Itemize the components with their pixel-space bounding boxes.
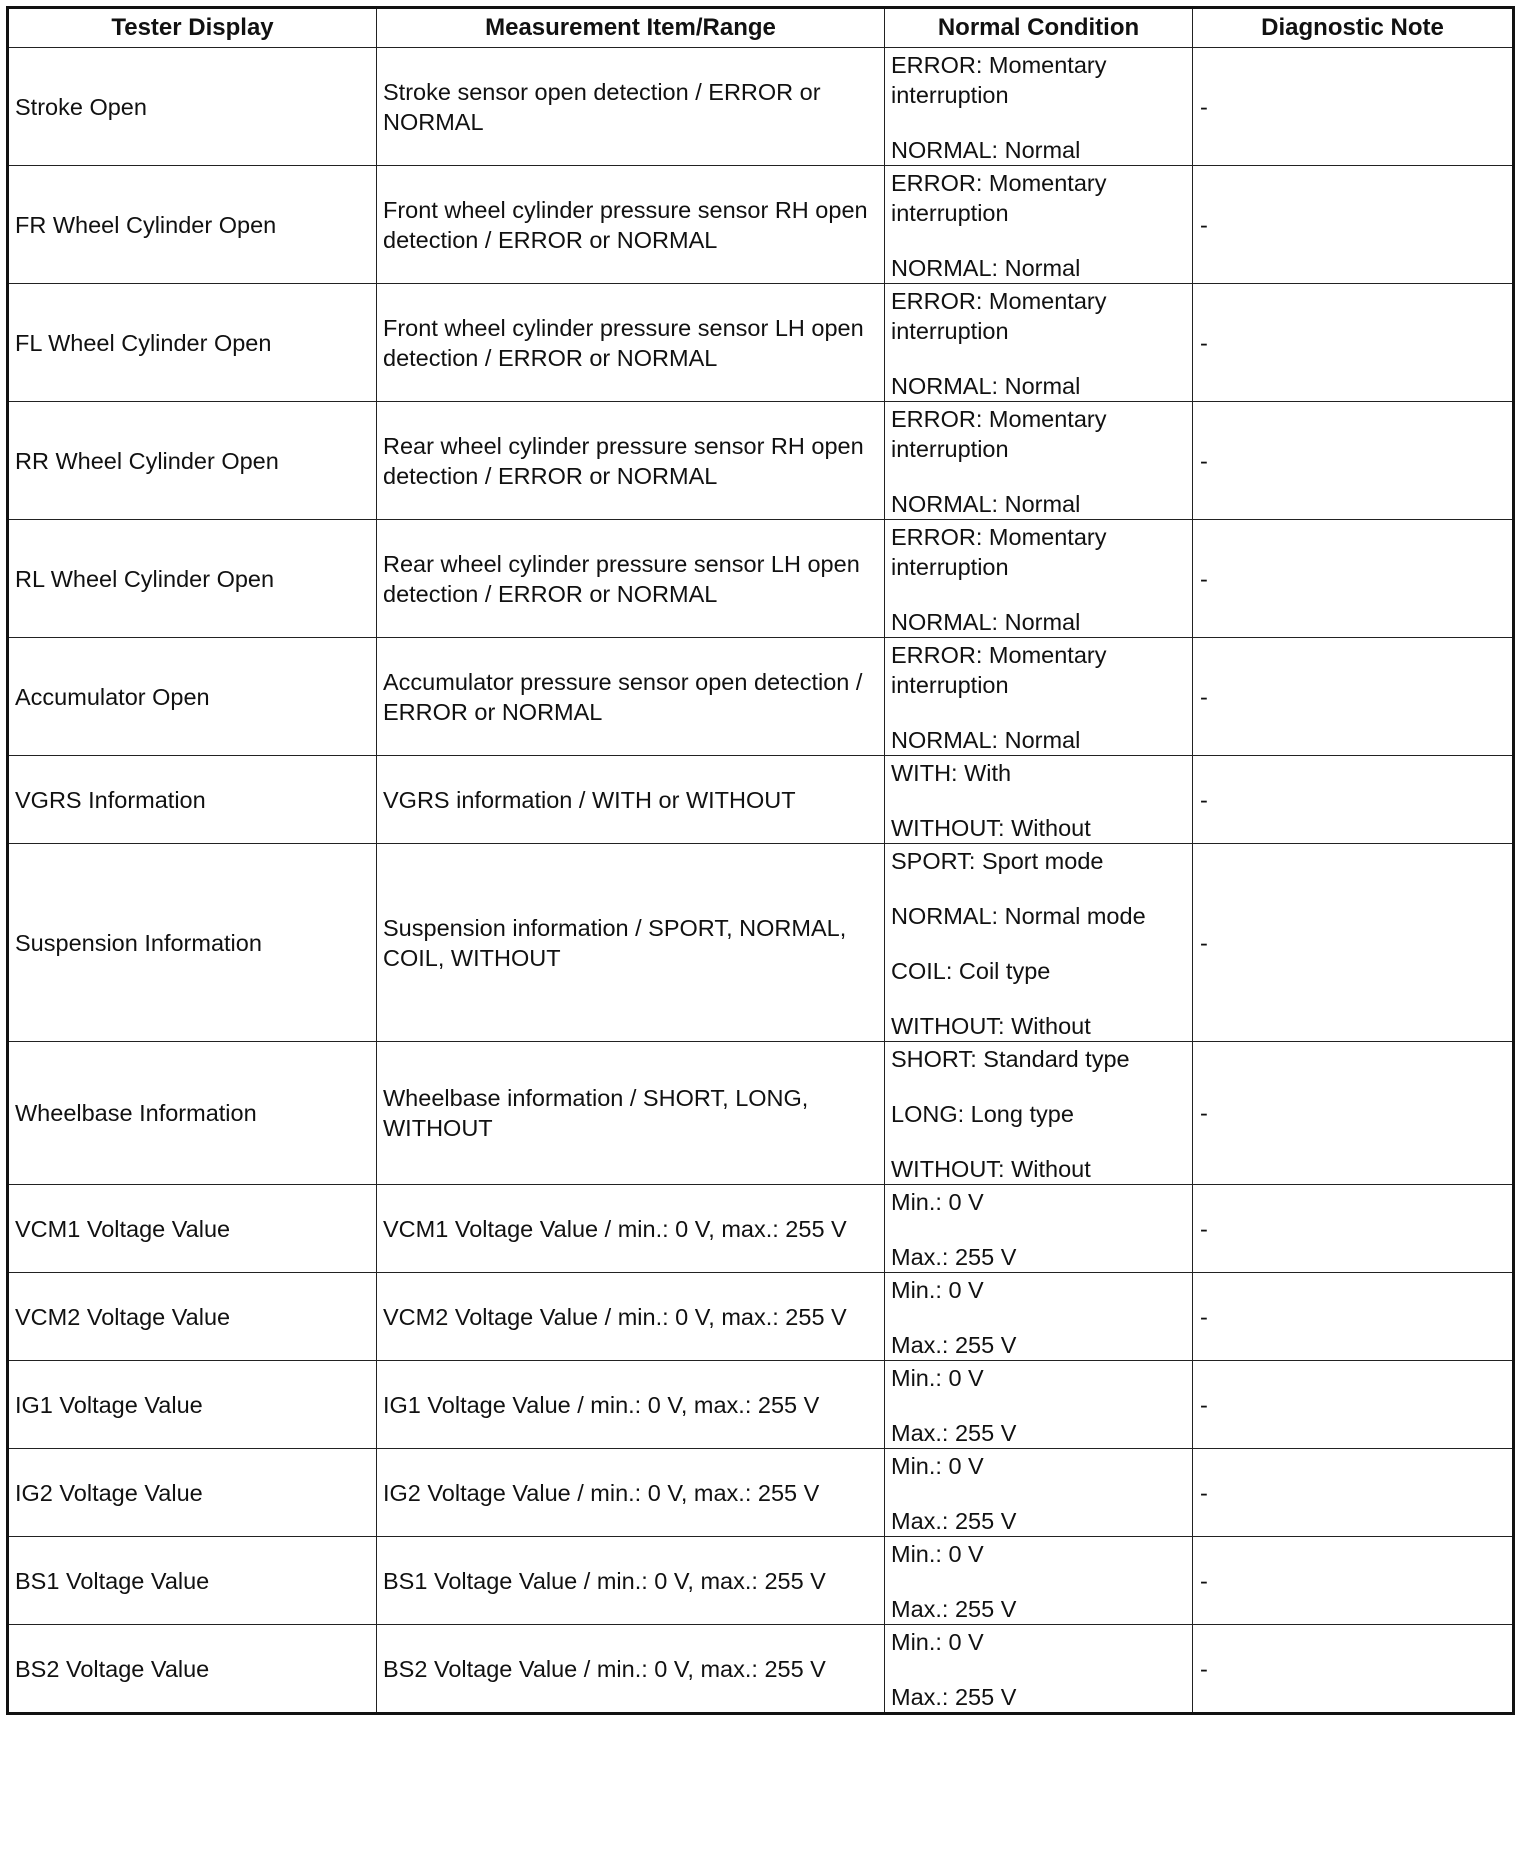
measurement-item-cell: Suspension information / SPORT, NORMAL, COIL, WITHOUT bbox=[377, 844, 885, 1042]
condition-line: ERROR: Momentary interruption bbox=[891, 642, 1107, 698]
condition-line: ERROR: Momentary interruption bbox=[891, 406, 1107, 462]
condition-line: Min.: 0 V bbox=[891, 1189, 984, 1215]
tester-display-cell: VCM2 Voltage Value bbox=[8, 1273, 377, 1361]
condition-line: Min.: 0 V bbox=[891, 1541, 984, 1567]
header-tester-display: Tester Display bbox=[8, 8, 377, 48]
tester-display-cell: VCM1 Voltage Value bbox=[8, 1185, 377, 1273]
condition-line: NORMAL: Normal bbox=[891, 609, 1081, 635]
measurement-item-cell: BS1 Voltage Value / min.: 0 V, max.: 255 V bbox=[377, 1537, 885, 1625]
tester-display-cell: VGRS Information bbox=[8, 756, 377, 844]
measurement-item-cell: Stroke sensor open detection / ERROR or NORMAL bbox=[377, 48, 885, 166]
measurement-item-cell: Front wheel cylinder pressure sensor RH open detection / ERROR or NORMAL bbox=[377, 166, 885, 284]
condition-line: Max.: 255 V bbox=[891, 1420, 1017, 1446]
diagnostic-note-cell: - bbox=[1193, 638, 1514, 756]
condition-line: Max.: 255 V bbox=[891, 1244, 1017, 1270]
table-row bbox=[8, 284, 1514, 402]
tester-display-cell: BS2 Voltage Value bbox=[8, 1625, 377, 1714]
table-row bbox=[8, 166, 1514, 284]
normal-condition-cell bbox=[885, 402, 1193, 520]
table-row bbox=[8, 520, 1514, 638]
tester-data-table bbox=[6, 6, 1515, 1715]
condition-line: COIL: Coil type bbox=[891, 958, 1051, 984]
condition-line: WITHOUT: Without bbox=[891, 815, 1091, 841]
condition-line: ERROR: Momentary interruption bbox=[891, 170, 1107, 226]
tester-display-cell: Suspension Information bbox=[8, 844, 377, 1042]
tester-display-cell: Wheelbase Information bbox=[8, 1042, 377, 1185]
normal-condition-cell bbox=[885, 1361, 1193, 1449]
tester-display-cell: RR Wheel Cylinder Open bbox=[8, 402, 377, 520]
diagnostic-note-cell: - bbox=[1193, 48, 1514, 166]
condition-line: NORMAL: Normal bbox=[891, 255, 1081, 281]
diagnostic-note-cell: - bbox=[1193, 1042, 1514, 1185]
diagnostic-note-cell: - bbox=[1193, 1537, 1514, 1625]
table-row bbox=[8, 844, 1514, 1042]
header-measurement-item: Measurement Item/Range bbox=[377, 8, 885, 48]
table-row bbox=[8, 638, 1514, 756]
data-list-sheet bbox=[6, 6, 1512, 1715]
diagnostic-note-cell: - bbox=[1193, 520, 1514, 638]
condition-line: SHORT: Standard type bbox=[891, 1046, 1130, 1072]
normal-condition-cell bbox=[885, 1537, 1193, 1625]
diagnostic-note-cell: - bbox=[1193, 1449, 1514, 1537]
tester-display-cell: FR Wheel Cylinder Open bbox=[8, 166, 377, 284]
condition-line: LONG: Long type bbox=[891, 1101, 1074, 1127]
normal-condition-cell bbox=[885, 1449, 1193, 1537]
condition-line: NORMAL: Normal mode bbox=[891, 903, 1146, 929]
table-row bbox=[8, 1273, 1514, 1361]
condition-line: NORMAL: Normal bbox=[891, 491, 1081, 517]
normal-condition-cell bbox=[885, 1273, 1193, 1361]
tester-display-cell: FL Wheel Cylinder Open bbox=[8, 284, 377, 402]
condition-line: ERROR: Momentary interruption bbox=[891, 288, 1107, 344]
table-header-row bbox=[8, 8, 1514, 48]
table-row bbox=[8, 1185, 1514, 1273]
measurement-item-cell: Rear wheel cylinder pressure sensor RH open detection / ERROR or NORMAL bbox=[377, 402, 885, 520]
tester-display-cell: IG2 Voltage Value bbox=[8, 1449, 377, 1537]
measurement-item-cell: IG1 Voltage Value / min.: 0 V, max.: 255 V bbox=[377, 1361, 885, 1449]
condition-line: Max.: 255 V bbox=[891, 1508, 1017, 1534]
measurement-item-cell: BS2 Voltage Value / min.: 0 V, max.: 255 V bbox=[377, 1625, 885, 1714]
table-row bbox=[8, 1042, 1514, 1185]
normal-condition-cell bbox=[885, 520, 1193, 638]
condition-line: Min.: 0 V bbox=[891, 1453, 984, 1479]
diagnostic-note-cell: - bbox=[1193, 402, 1514, 520]
diagnostic-note-cell: - bbox=[1193, 1273, 1514, 1361]
condition-line: Max.: 255 V bbox=[891, 1332, 1017, 1358]
normal-condition-cell bbox=[885, 638, 1193, 756]
tester-display-cell: RL Wheel Cylinder Open bbox=[8, 520, 377, 638]
table-row bbox=[8, 1537, 1514, 1625]
diagnostic-note-cell: - bbox=[1193, 284, 1514, 402]
condition-line: Min.: 0 V bbox=[891, 1365, 984, 1391]
measurement-item-cell: Accumulator pressure sensor open detection / ERROR or NORMAL bbox=[377, 638, 885, 756]
condition-line: Max.: 255 V bbox=[891, 1596, 1017, 1622]
measurement-item-cell: VGRS information / WITH or WITHOUT bbox=[377, 756, 885, 844]
condition-line: WITH: With bbox=[891, 760, 1012, 786]
header-diagnostic-note: Diagnostic Note bbox=[1193, 8, 1514, 48]
table-row bbox=[8, 756, 1514, 844]
measurement-item-cell: VCM2 Voltage Value / min.: 0 V, max.: 255 V bbox=[377, 1273, 885, 1361]
condition-line: Min.: 0 V bbox=[891, 1629, 984, 1655]
diagnostic-note-cell: - bbox=[1193, 1625, 1514, 1714]
normal-condition-cell bbox=[885, 48, 1193, 166]
tester-display-cell: BS1 Voltage Value bbox=[8, 1537, 377, 1625]
condition-line: ERROR: Momentary interruption bbox=[891, 52, 1107, 108]
condition-line: Min.: 0 V bbox=[891, 1277, 984, 1303]
diagnostic-note-cell: - bbox=[1193, 166, 1514, 284]
diagnostic-note-cell: - bbox=[1193, 844, 1514, 1042]
tester-display-cell: Accumulator Open bbox=[8, 638, 377, 756]
table-row bbox=[8, 1361, 1514, 1449]
tester-display-cell: IG1 Voltage Value bbox=[8, 1361, 377, 1449]
diagnostic-note-cell: - bbox=[1193, 1185, 1514, 1273]
table-row bbox=[8, 1449, 1514, 1537]
tester-display-cell: Stroke Open bbox=[8, 48, 377, 166]
measurement-item-cell: Rear wheel cylinder pressure sensor LH open detection / ERROR or NORMAL bbox=[377, 520, 885, 638]
normal-condition-cell bbox=[885, 844, 1193, 1042]
condition-line: Max.: 255 V bbox=[891, 1684, 1017, 1710]
diagnostic-note-cell: - bbox=[1193, 1361, 1514, 1449]
table-row bbox=[8, 1625, 1514, 1714]
measurement-item-cell: IG2 Voltage Value / min.: 0 V, max.: 255 V bbox=[377, 1449, 885, 1537]
table-row bbox=[8, 402, 1514, 520]
condition-line: NORMAL: Normal bbox=[891, 137, 1081, 163]
table-body bbox=[8, 48, 1514, 1714]
table-row bbox=[8, 48, 1514, 166]
condition-line: WITHOUT: Without bbox=[891, 1013, 1091, 1039]
condition-line: WITHOUT: Without bbox=[891, 1156, 1091, 1182]
condition-line: SPORT: Sport mode bbox=[891, 848, 1104, 874]
condition-line: ERROR: Momentary interruption bbox=[891, 524, 1107, 580]
header-normal-condition: Normal Condition bbox=[885, 8, 1193, 48]
diagnostic-note-cell: - bbox=[1193, 756, 1514, 844]
normal-condition-cell bbox=[885, 1185, 1193, 1273]
measurement-item-cell: Wheelbase information / SHORT, LONG, WITHOUT bbox=[377, 1042, 885, 1185]
measurement-item-cell: VCM1 Voltage Value / min.: 0 V, max.: 255 V bbox=[377, 1185, 885, 1273]
condition-line: NORMAL: Normal bbox=[891, 727, 1081, 753]
measurement-item-cell: Front wheel cylinder pressure sensor LH open detection / ERROR or NORMAL bbox=[377, 284, 885, 402]
normal-condition-cell bbox=[885, 1042, 1193, 1185]
normal-condition-cell bbox=[885, 1625, 1193, 1714]
normal-condition-cell bbox=[885, 166, 1193, 284]
condition-line: NORMAL: Normal bbox=[891, 373, 1081, 399]
normal-condition-cell bbox=[885, 756, 1193, 844]
normal-condition-cell bbox=[885, 284, 1193, 402]
